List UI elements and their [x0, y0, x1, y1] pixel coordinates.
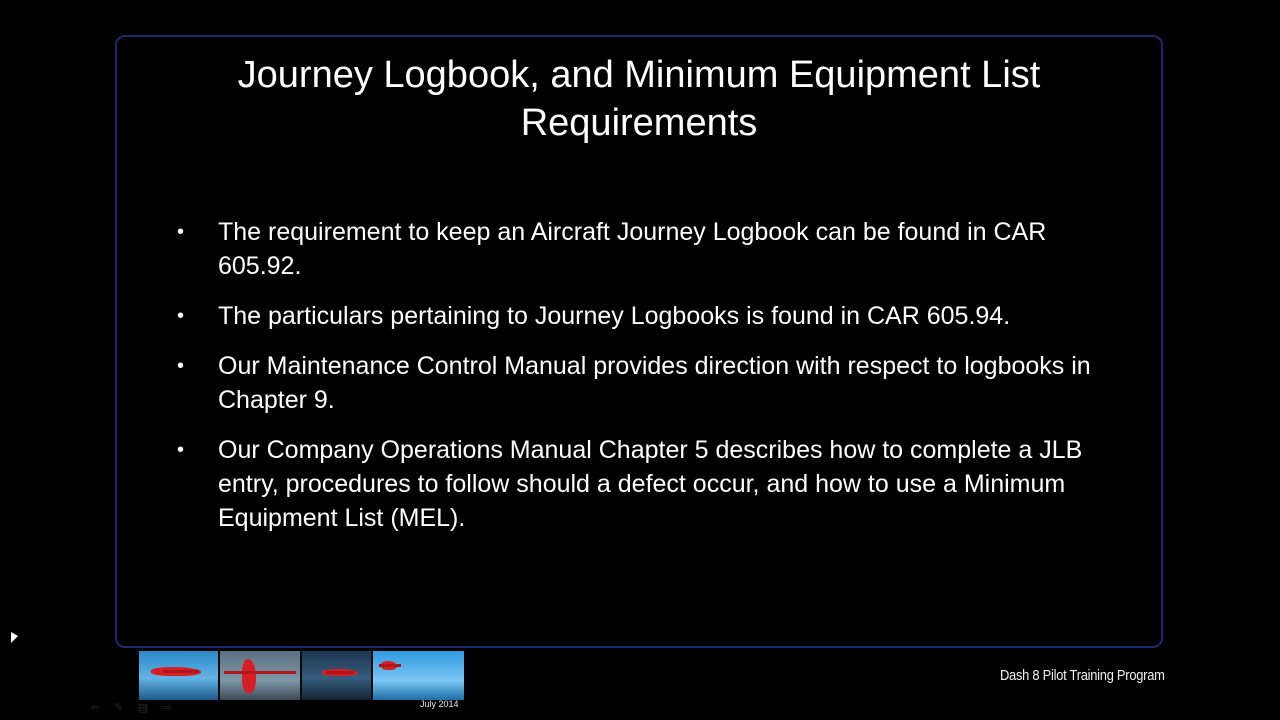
- arrow-right-icon[interactable]: ⇨: [162, 702, 172, 714]
- bullet-text: The requirement to keep an Aircraft Journey Logbook can be found in CAR 605.92.: [218, 218, 1047, 280]
- bullet-icon: •: [177, 355, 185, 377]
- wing-shape: [326, 671, 354, 674]
- mouse-cursor-icon: [11, 632, 18, 643]
- bullet-item: [175, 299, 1095, 333]
- aircraft-icon: [242, 659, 256, 693]
- wing-shape: [379, 664, 401, 667]
- bullet-item: [175, 433, 1095, 535]
- bullet-text: The particulars pertaining to Journey Logbooks is found in CAR 605.94.: [218, 302, 1011, 330]
- wing-shape: [224, 671, 296, 674]
- slide-title-line-1: Journey Logbook, and Minimum Equipment List: [237, 54, 1041, 96]
- program-label: Dash 8 Pilot Training Program: [1000, 667, 1165, 684]
- slide-title-line-2: Requirements: [520, 102, 758, 144]
- aircraft-photo-strip: [139, 651, 464, 700]
- aircraft-photo: [302, 651, 371, 700]
- bullet-list: [175, 215, 1095, 551]
- bullet-icon: •: [177, 221, 185, 243]
- slide-title: [117, 51, 1161, 147]
- bullet-text: Our Company Operations Manual Chapter 5 describes how to complete a JLB entry, procedures to follow should a defect occur, and how to use a Minimum Equipment List (MEL).: [218, 436, 1083, 532]
- slide-frame: [115, 35, 1163, 648]
- menu-icon[interactable]: ▤: [137, 702, 149, 714]
- aircraft-photo: [373, 651, 464, 700]
- bullet-item: [175, 215, 1095, 283]
- aircraft-photo: [139, 651, 218, 700]
- bullet-icon: •: [177, 305, 185, 327]
- arrow-left-icon[interactable]: ⇦: [90, 702, 100, 714]
- footer-date: July 2014: [420, 699, 459, 709]
- wing-shape: [163, 670, 199, 673]
- bullet-icon: •: [177, 439, 185, 461]
- pen-icon[interactable]: ✎: [114, 702, 124, 714]
- bullet-text: Our Maintenance Control Manual provides direction with respect to logbooks in Chapter 9.: [218, 352, 1091, 414]
- bullet-item: [175, 349, 1095, 417]
- aircraft-photo: [220, 651, 300, 700]
- slide-nav-controls: [88, 701, 174, 714]
